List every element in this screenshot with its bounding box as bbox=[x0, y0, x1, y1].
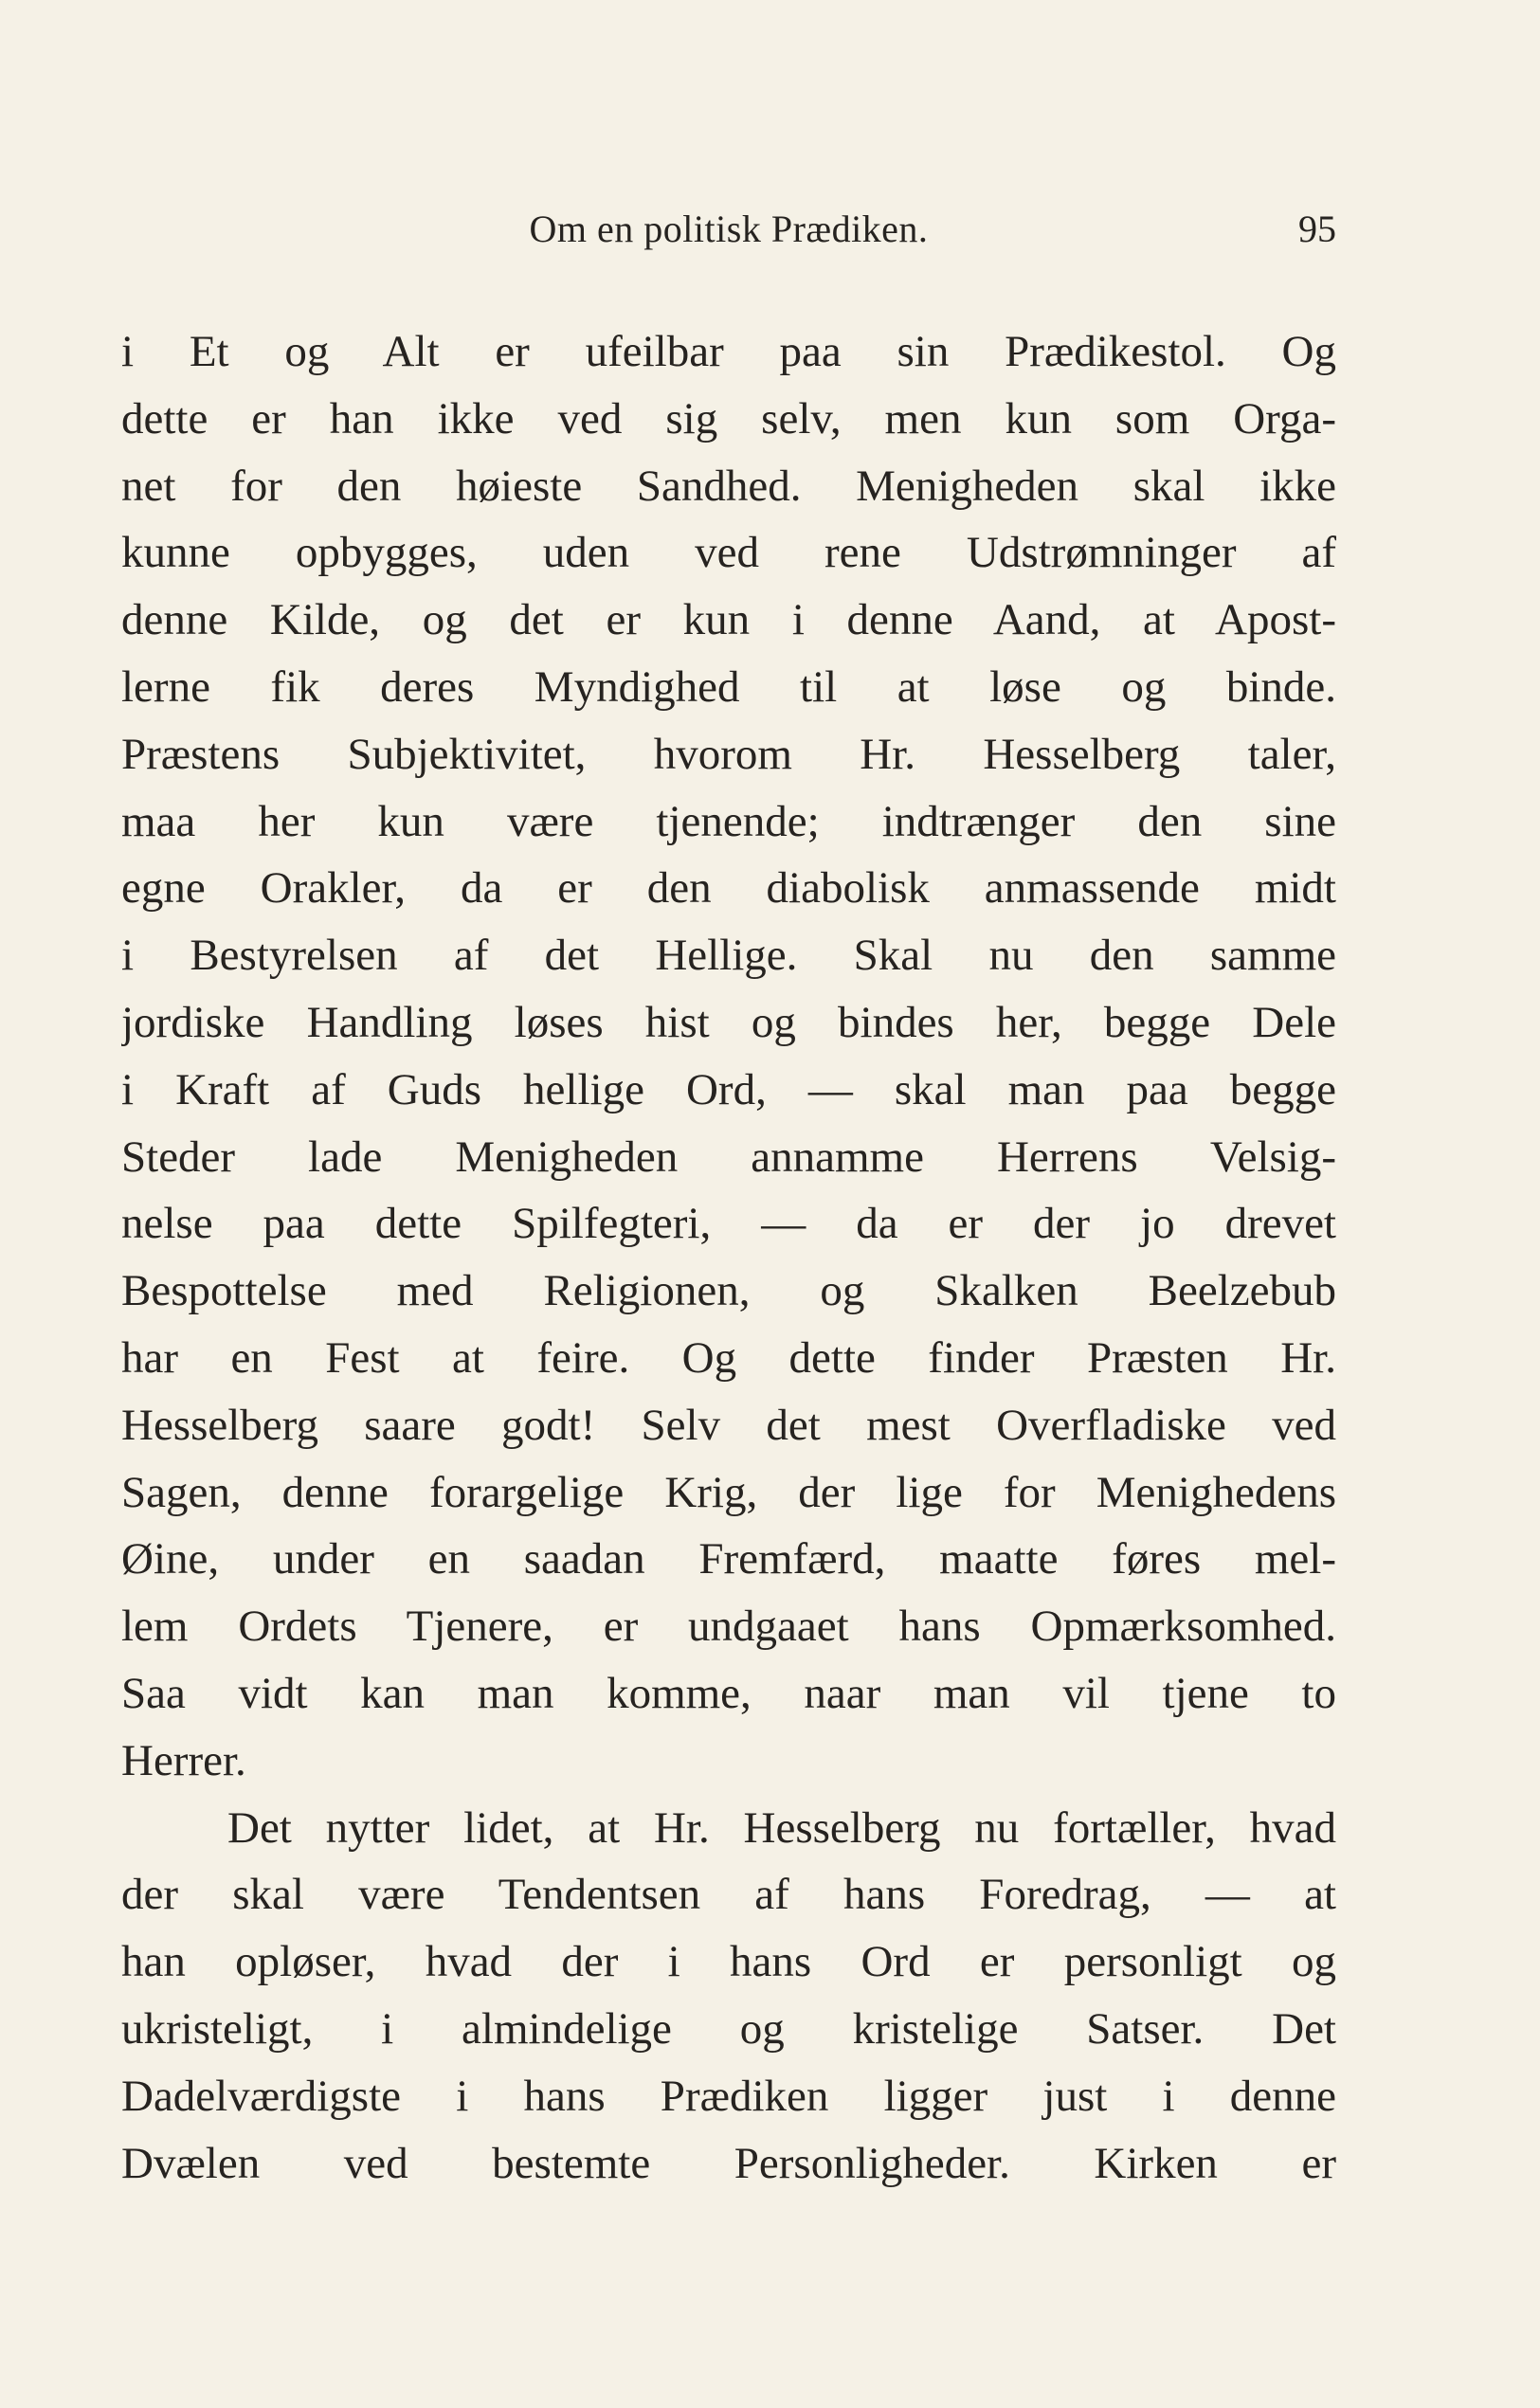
text-line: kunne opbygges, uden ved rene Udstrømninger af bbox=[121, 528, 1336, 578]
text-line: Saa vidt kan man komme, naar man vil tjene to bbox=[121, 1668, 1336, 1718]
text-line: jordiske Handling løses hist og bindes her, begge Dele bbox=[121, 997, 1336, 1047]
text-line: maa her kun være tjenende; indtrænger den sine bbox=[121, 796, 1336, 846]
text-line: lem Ordets Tjenere, er undgaaet hans Opmærksomhed. bbox=[121, 1602, 1336, 1652]
text-line: Herrer. bbox=[121, 1735, 246, 1785]
text-line: nelse paa dette Spilfegteri, — da er der jo drevet bbox=[121, 1199, 1336, 1249]
paragraph-1 bbox=[121, 318, 1336, 1795]
text-line: har en Fest at feire. Og dette finder Præsten Hr. bbox=[121, 1332, 1336, 1383]
text-line: Hesselberg saare godt! Selv det mest Overfladiske ved bbox=[121, 1400, 1336, 1450]
running-header-title: Om en politisk Prædiken. bbox=[529, 208, 929, 250]
text-line: ukristeligt, i almindelige og kristelige Satser. Det bbox=[121, 2003, 1336, 2054]
text-line: Præstens Subjektivitet, hvorom Hr. Hesselberg taler, bbox=[121, 729, 1336, 779]
text-line: han opløser, hvad der i hans Ord er personligt og bbox=[121, 1937, 1336, 1987]
text-line: i Et og Alt er ufeilbar paa sin Prædikestol. Og bbox=[121, 327, 1336, 376]
text-line: egne Orakler, da er den diabolisk anmassende midt bbox=[121, 863, 1336, 914]
text-line: Dadelværdigste i hans Prædiken ligger just i denne bbox=[121, 2071, 1336, 2121]
text-line: lerne fik deres Myndighed til at løse og binde. bbox=[121, 661, 1336, 712]
text-line: Bespottelse med Religionen, og Skalken Beelzebub bbox=[121, 1266, 1336, 1316]
text-line: dette er han ikke ved sig selv, men kun som Orga- bbox=[121, 393, 1336, 444]
text-line: Sagen, denne forargelige Krig, der lige for Menighedens bbox=[121, 1467, 1336, 1517]
page-number: 95 bbox=[1298, 208, 1336, 250]
running-header bbox=[121, 201, 1336, 258]
text-line: Steder lade Menigheden annamme Herrens Velsig- bbox=[121, 1132, 1336, 1182]
text-line: i Bestyrelsen af det Hellige. Skal nu den samme bbox=[121, 931, 1336, 981]
text-line: der skal være Tendentsen af hans Foredrag, — at bbox=[121, 1870, 1336, 1920]
body-text bbox=[121, 318, 1336, 2197]
text-line: denne Kilde, og det er kun i denne Aand, at Apost- bbox=[121, 595, 1336, 645]
paragraph-2 bbox=[121, 1795, 1336, 2198]
text-line: i Kraft af Guds hellige Ord, — skal man paa begge bbox=[121, 1064, 1336, 1114]
text-line: Det nytter lidet, at Hr. Hesselberg nu fortæller, hvad bbox=[227, 1802, 1336, 1853]
text-line: Dvælen ved bestemte Personligheder. Kirken er bbox=[121, 2138, 1336, 2188]
text-line: net for den høieste Sandhed. Menigheden skal ikke bbox=[121, 461, 1336, 511]
text-line: Øine, under en saadan Fremfærd, maatte føres mel- bbox=[121, 1534, 1336, 1584]
